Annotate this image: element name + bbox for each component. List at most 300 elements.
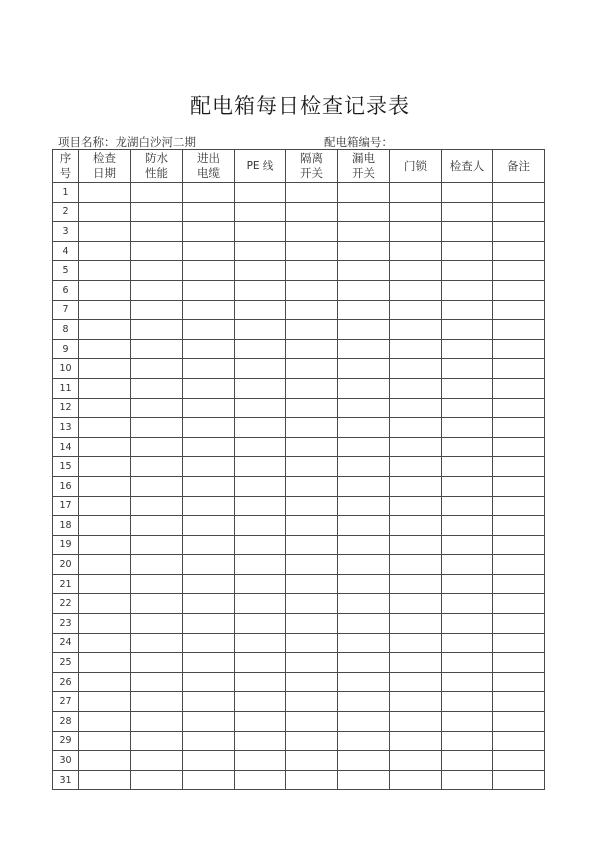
cell-pe-line[interactable]: [235, 339, 286, 359]
row-number: 2: [53, 202, 79, 222]
cell-isolation-switch[interactable]: [286, 594, 338, 614]
cell-remarks[interactable]: [493, 770, 545, 790]
cell-remarks[interactable]: [493, 653, 545, 673]
cell-door-lock[interactable]: [390, 261, 442, 281]
cell-pe-line[interactable]: [235, 692, 286, 712]
cell-remarks[interactable]: [493, 516, 545, 536]
cell-cables[interactable]: [183, 614, 235, 634]
cell-remarks[interactable]: [493, 183, 545, 203]
cell-inspector[interactable]: [442, 614, 493, 634]
cell-inspector[interactable]: [442, 653, 493, 673]
cell-door-lock[interactable]: [390, 496, 442, 516]
cell-inspector[interactable]: [442, 457, 493, 477]
cell-pe-line[interactable]: [235, 222, 286, 242]
cell-inspector[interactable]: [442, 692, 493, 712]
cell-cables[interactable]: [183, 418, 235, 438]
cell-check-date[interactable]: [79, 261, 131, 281]
cell-cables[interactable]: [183, 574, 235, 594]
cell-remarks[interactable]: [493, 496, 545, 516]
table-row: [53, 457, 545, 477]
cell-cables[interactable]: [183, 594, 235, 614]
cell-pe-line[interactable]: [235, 555, 286, 575]
cell-waterproof[interactable]: [131, 202, 183, 222]
cell-door-lock[interactable]: [390, 476, 442, 496]
cell-waterproof[interactable]: [131, 280, 183, 300]
cell-pe-line[interactable]: [235, 378, 286, 398]
cell-cables[interactable]: [183, 222, 235, 242]
cell-door-lock[interactable]: [390, 594, 442, 614]
cell-pe-line[interactable]: [235, 300, 286, 320]
cell-pe-line[interactable]: [235, 516, 286, 536]
cell-waterproof[interactable]: [131, 712, 183, 732]
cell-check-date[interactable]: [79, 437, 131, 457]
cell-leakage-switch[interactable]: [338, 398, 390, 418]
cell-inspector[interactable]: [442, 300, 493, 320]
cell-remarks[interactable]: [493, 457, 545, 477]
cell-cables[interactable]: [183, 280, 235, 300]
cell-pe-line[interactable]: [235, 202, 286, 222]
cell-inspector[interactable]: [442, 320, 493, 340]
inspection-table: [52, 149, 545, 790]
row-number: 18: [53, 516, 79, 536]
cell-waterproof[interactable]: [131, 241, 183, 261]
cell-remarks[interactable]: [493, 555, 545, 575]
cell-door-lock[interactable]: [390, 633, 442, 653]
cell-leakage-switch[interactable]: [338, 672, 390, 692]
cell-check-date[interactable]: [79, 339, 131, 359]
row-number: 3: [53, 222, 79, 242]
cell-remarks[interactable]: [493, 280, 545, 300]
cell-leakage-switch[interactable]: [338, 300, 390, 320]
cell-isolation-switch[interactable]: [286, 241, 338, 261]
cell-waterproof[interactable]: [131, 418, 183, 438]
cell-inspector[interactable]: [442, 437, 493, 457]
cell-check-date[interactable]: [79, 241, 131, 261]
cell-remarks[interactable]: [493, 202, 545, 222]
cell-cables[interactable]: [183, 300, 235, 320]
cell-remarks[interactable]: [493, 476, 545, 496]
cell-check-date[interactable]: [79, 614, 131, 634]
cell-inspector[interactable]: [442, 574, 493, 594]
cell-waterproof[interactable]: [131, 672, 183, 692]
cell-door-lock[interactable]: [390, 241, 442, 261]
row-number: 1: [53, 183, 79, 203]
cell-cables[interactable]: [183, 653, 235, 673]
cell-cables[interactable]: [183, 496, 235, 516]
cell-inspector[interactable]: [442, 280, 493, 300]
cell-cables[interactable]: [183, 261, 235, 281]
cell-leakage-switch[interactable]: [338, 222, 390, 242]
cell-cables[interactable]: [183, 712, 235, 732]
cell-isolation-switch[interactable]: [286, 535, 338, 555]
cell-isolation-switch[interactable]: [286, 633, 338, 653]
cell-pe-line[interactable]: [235, 398, 286, 418]
cell-door-lock[interactable]: [390, 418, 442, 438]
cell-inspector[interactable]: [442, 496, 493, 516]
cell-isolation-switch[interactable]: [286, 437, 338, 457]
cell-isolation-switch[interactable]: [286, 692, 338, 712]
cell-leakage-switch[interactable]: [338, 692, 390, 712]
cell-pe-line[interactable]: [235, 476, 286, 496]
cell-leakage-switch[interactable]: [338, 653, 390, 673]
cell-cables[interactable]: [183, 241, 235, 261]
cell-cables[interactable]: [183, 516, 235, 536]
cell-remarks[interactable]: [493, 574, 545, 594]
cell-waterproof[interactable]: [131, 359, 183, 379]
cell-inspector[interactable]: [442, 594, 493, 614]
cell-leakage-switch[interactable]: [338, 555, 390, 575]
cell-door-lock[interactable]: [390, 320, 442, 340]
cell-remarks[interactable]: [493, 751, 545, 771]
cell-isolation-switch[interactable]: [286, 574, 338, 594]
cell-waterproof[interactable]: [131, 339, 183, 359]
cell-waterproof[interactable]: [131, 476, 183, 496]
cell-pe-line[interactable]: [235, 535, 286, 555]
cell-inspector[interactable]: [442, 202, 493, 222]
cell-door-lock[interactable]: [390, 339, 442, 359]
cell-door-lock[interactable]: [390, 280, 442, 300]
cell-remarks[interactable]: [493, 633, 545, 653]
cell-leakage-switch[interactable]: [338, 633, 390, 653]
cell-remarks[interactable]: [493, 261, 545, 281]
row-number: 28: [53, 712, 79, 732]
cell-leakage-switch[interactable]: [338, 516, 390, 536]
cell-remarks[interactable]: [493, 535, 545, 555]
cell-leakage-switch[interactable]: [338, 202, 390, 222]
cell-door-lock[interactable]: [390, 614, 442, 634]
cell-remarks[interactable]: [493, 594, 545, 614]
cell-waterproof[interactable]: [131, 770, 183, 790]
cell-check-date[interactable]: [79, 555, 131, 575]
cell-inspector[interactable]: [442, 241, 493, 261]
cell-pe-line[interactable]: [235, 437, 286, 457]
cell-pe-line[interactable]: [235, 633, 286, 653]
cell-isolation-switch[interactable]: [286, 496, 338, 516]
cell-door-lock[interactable]: [390, 183, 442, 203]
cell-waterproof[interactable]: [131, 574, 183, 594]
cell-waterproof[interactable]: [131, 437, 183, 457]
cell-inspector[interactable]: [442, 751, 493, 771]
cell-cables[interactable]: [183, 437, 235, 457]
cell-waterproof[interactable]: [131, 614, 183, 634]
cell-inspector[interactable]: [442, 712, 493, 732]
cell-isolation-switch[interactable]: [286, 202, 338, 222]
cell-isolation-switch[interactable]: [286, 261, 338, 281]
cell-remarks[interactable]: [493, 378, 545, 398]
cell-door-lock[interactable]: [390, 712, 442, 732]
cell-cables[interactable]: [183, 751, 235, 771]
cell-cables[interactable]: [183, 359, 235, 379]
cell-cables[interactable]: [183, 731, 235, 751]
cell-isolation-switch[interactable]: [286, 614, 338, 634]
cell-door-lock[interactable]: [390, 574, 442, 594]
cell-check-date[interactable]: [79, 712, 131, 732]
cell-pe-line[interactable]: [235, 672, 286, 692]
cell-remarks[interactable]: [493, 712, 545, 732]
cell-inspector[interactable]: [442, 261, 493, 281]
cell-door-lock[interactable]: [390, 535, 442, 555]
table-row: [53, 476, 545, 496]
cell-door-lock[interactable]: [390, 437, 442, 457]
cell-inspector[interactable]: [442, 359, 493, 379]
cell-isolation-switch[interactable]: [286, 457, 338, 477]
cell-waterproof[interactable]: [131, 731, 183, 751]
cell-check-date[interactable]: [79, 731, 131, 751]
cell-door-lock[interactable]: [390, 378, 442, 398]
table-row: [53, 280, 545, 300]
cell-isolation-switch[interactable]: [286, 418, 338, 438]
cell-waterproof[interactable]: [131, 653, 183, 673]
cell-door-lock[interactable]: [390, 516, 442, 536]
cell-cables[interactable]: [183, 476, 235, 496]
cell-isolation-switch[interactable]: [286, 398, 338, 418]
cell-check-date[interactable]: [79, 692, 131, 712]
cell-pe-line[interactable]: [235, 653, 286, 673]
cell-check-date[interactable]: [79, 457, 131, 477]
cell-leakage-switch[interactable]: [338, 457, 390, 477]
cell-isolation-switch[interactable]: [286, 339, 338, 359]
cell-door-lock[interactable]: [390, 300, 442, 320]
cell-leakage-switch[interactable]: [338, 261, 390, 281]
cell-pe-line[interactable]: [235, 183, 286, 203]
cell-check-date[interactable]: [79, 359, 131, 379]
cell-cables[interactable]: [183, 555, 235, 575]
cell-check-date[interactable]: [79, 574, 131, 594]
cell-isolation-switch[interactable]: [286, 183, 338, 203]
cell-waterproof[interactable]: [131, 516, 183, 536]
cell-waterproof[interactable]: [131, 378, 183, 398]
cell-pe-line[interactable]: [235, 731, 286, 751]
cell-door-lock[interactable]: [390, 770, 442, 790]
cell-remarks[interactable]: [493, 300, 545, 320]
cell-inspector[interactable]: [442, 555, 493, 575]
cell-remarks[interactable]: [493, 672, 545, 692]
cell-remarks[interactable]: [493, 731, 545, 751]
cell-isolation-switch[interactable]: [286, 378, 338, 398]
cell-check-date[interactable]: [79, 653, 131, 673]
cell-pe-line[interactable]: [235, 457, 286, 477]
cell-leakage-switch[interactable]: [338, 339, 390, 359]
cell-cables[interactable]: [183, 202, 235, 222]
cell-waterproof[interactable]: [131, 183, 183, 203]
cell-pe-line[interactable]: [235, 770, 286, 790]
cell-door-lock[interactable]: [390, 751, 442, 771]
cell-leakage-switch[interactable]: [338, 320, 390, 340]
cell-remarks[interactable]: [493, 398, 545, 418]
cell-pe-line[interactable]: [235, 594, 286, 614]
cell-remarks[interactable]: [493, 614, 545, 634]
cell-leakage-switch[interactable]: [338, 731, 390, 751]
cell-check-date[interactable]: [79, 320, 131, 340]
cell-check-date[interactable]: [79, 516, 131, 536]
cell-check-date[interactable]: [79, 633, 131, 653]
row-number: 23: [53, 614, 79, 634]
cell-inspector[interactable]: [442, 183, 493, 203]
cell-waterproof[interactable]: [131, 535, 183, 555]
cell-isolation-switch[interactable]: [286, 672, 338, 692]
cell-inspector[interactable]: [442, 378, 493, 398]
cell-door-lock[interactable]: [390, 222, 442, 242]
cell-leakage-switch[interactable]: [338, 496, 390, 516]
cell-isolation-switch[interactable]: [286, 555, 338, 575]
cell-inspector[interactable]: [442, 222, 493, 242]
cell-check-date[interactable]: [79, 202, 131, 222]
table-row: [53, 437, 545, 457]
cell-waterproof[interactable]: [131, 496, 183, 516]
cell-check-date[interactable]: [79, 594, 131, 614]
cell-check-date[interactable]: [79, 751, 131, 771]
cell-inspector[interactable]: [442, 770, 493, 790]
table-row: [53, 574, 545, 594]
cell-cables[interactable]: [183, 770, 235, 790]
cell-cables[interactable]: [183, 672, 235, 692]
cell-isolation-switch[interactable]: [286, 280, 338, 300]
cell-remarks[interactable]: [493, 692, 545, 712]
cell-cables[interactable]: [183, 633, 235, 653]
cell-inspector[interactable]: [442, 516, 493, 536]
cell-pe-line[interactable]: [235, 418, 286, 438]
cell-isolation-switch[interactable]: [286, 751, 338, 771]
cell-check-date[interactable]: [79, 418, 131, 438]
cell-pe-line[interactable]: [235, 574, 286, 594]
cell-waterproof[interactable]: [131, 751, 183, 771]
table-row: [53, 594, 545, 614]
cell-remarks[interactable]: [493, 222, 545, 242]
cell-leakage-switch[interactable]: [338, 574, 390, 594]
cell-isolation-switch[interactable]: [286, 300, 338, 320]
cell-pe-line[interactable]: [235, 751, 286, 771]
cell-waterproof[interactable]: [131, 398, 183, 418]
cell-door-lock[interactable]: [390, 653, 442, 673]
cell-door-lock[interactable]: [390, 555, 442, 575]
cell-leakage-switch[interactable]: [338, 594, 390, 614]
cell-leakage-switch[interactable]: [338, 770, 390, 790]
cell-cables[interactable]: [183, 378, 235, 398]
cell-check-date[interactable]: [79, 280, 131, 300]
cell-inspector[interactable]: [442, 633, 493, 653]
cell-remarks[interactable]: [493, 437, 545, 457]
cell-leakage-switch[interactable]: [338, 535, 390, 555]
cell-inspector[interactable]: [442, 731, 493, 751]
cell-door-lock[interactable]: [390, 672, 442, 692]
cell-check-date[interactable]: [79, 770, 131, 790]
cell-waterproof[interactable]: [131, 555, 183, 575]
cell-cables[interactable]: [183, 692, 235, 712]
cell-cables[interactable]: [183, 457, 235, 477]
cell-door-lock[interactable]: [390, 692, 442, 712]
cell-leakage-switch[interactable]: [338, 476, 390, 496]
cell-isolation-switch[interactable]: [286, 770, 338, 790]
cell-door-lock[interactable]: [390, 202, 442, 222]
cell-door-lock[interactable]: [390, 398, 442, 418]
cell-leakage-switch[interactable]: [338, 359, 390, 379]
cell-waterproof[interactable]: [131, 692, 183, 712]
cell-check-date[interactable]: [79, 183, 131, 203]
cell-cables[interactable]: [183, 320, 235, 340]
cell-check-date[interactable]: [79, 496, 131, 516]
cell-isolation-switch[interactable]: [286, 320, 338, 340]
page-title: 配电箱每日检查记录表: [190, 94, 410, 118]
cell-pe-line[interactable]: [235, 712, 286, 732]
cell-waterproof[interactable]: [131, 457, 183, 477]
cell-leakage-switch[interactable]: [338, 378, 390, 398]
cell-isolation-switch[interactable]: [286, 731, 338, 751]
cell-check-date[interactable]: [79, 672, 131, 692]
cell-door-lock[interactable]: [390, 457, 442, 477]
cell-waterproof[interactable]: [131, 320, 183, 340]
cell-pe-line[interactable]: [235, 359, 286, 379]
cell-waterproof[interactable]: [131, 594, 183, 614]
cell-inspector[interactable]: [442, 535, 493, 555]
header-remarks: 备注: [493, 150, 545, 183]
cell-inspector[interactable]: [442, 339, 493, 359]
cell-leakage-switch[interactable]: [338, 437, 390, 457]
cell-isolation-switch[interactable]: [286, 359, 338, 379]
cell-remarks[interactable]: [493, 241, 545, 261]
cell-check-date[interactable]: [79, 378, 131, 398]
cell-waterproof[interactable]: [131, 261, 183, 281]
cell-leakage-switch[interactable]: [338, 751, 390, 771]
cell-remarks[interactable]: [493, 339, 545, 359]
row-number: 20: [53, 555, 79, 575]
cell-cables[interactable]: [183, 183, 235, 203]
cell-waterproof[interactable]: [131, 633, 183, 653]
cell-pe-line[interactable]: [235, 280, 286, 300]
cell-remarks[interactable]: [493, 320, 545, 340]
cell-check-date[interactable]: [79, 398, 131, 418]
cell-pe-line[interactable]: [235, 496, 286, 516]
row-number: 16: [53, 476, 79, 496]
table-row: [53, 339, 545, 359]
cell-door-lock[interactable]: [390, 359, 442, 379]
cell-inspector[interactable]: [442, 418, 493, 438]
cell-remarks[interactable]: [493, 359, 545, 379]
cell-inspector[interactable]: [442, 398, 493, 418]
cell-check-date[interactable]: [79, 535, 131, 555]
cell-inspector[interactable]: [442, 672, 493, 692]
cell-pe-line[interactable]: [235, 614, 286, 634]
cell-pe-line[interactable]: [235, 320, 286, 340]
cell-waterproof[interactable]: [131, 300, 183, 320]
cell-pe-line[interactable]: [235, 241, 286, 261]
cell-door-lock[interactable]: [390, 731, 442, 751]
cell-waterproof[interactable]: [131, 222, 183, 242]
cell-check-date[interactable]: [79, 222, 131, 242]
cell-leakage-switch[interactable]: [338, 241, 390, 261]
cell-leakage-switch[interactable]: [338, 183, 390, 203]
cell-pe-line[interactable]: [235, 261, 286, 281]
cell-remarks[interactable]: [493, 418, 545, 438]
cell-cables[interactable]: [183, 339, 235, 359]
cell-check-date[interactable]: [79, 476, 131, 496]
cell-isolation-switch[interactable]: [286, 222, 338, 242]
cell-cables[interactable]: [183, 535, 235, 555]
cell-check-date[interactable]: [79, 300, 131, 320]
cell-isolation-switch[interactable]: [286, 516, 338, 536]
cell-cables[interactable]: [183, 398, 235, 418]
row-number: 22: [53, 594, 79, 614]
cell-leakage-switch[interactable]: [338, 614, 390, 634]
cell-leakage-switch[interactable]: [338, 280, 390, 300]
cell-isolation-switch[interactable]: [286, 476, 338, 496]
cell-isolation-switch[interactable]: [286, 653, 338, 673]
form-meta: [58, 134, 548, 148]
cell-inspector[interactable]: [442, 476, 493, 496]
header-row: [53, 150, 545, 183]
cell-leakage-switch[interactable]: [338, 418, 390, 438]
cell-leakage-switch[interactable]: [338, 712, 390, 732]
cell-isolation-switch[interactable]: [286, 712, 338, 732]
